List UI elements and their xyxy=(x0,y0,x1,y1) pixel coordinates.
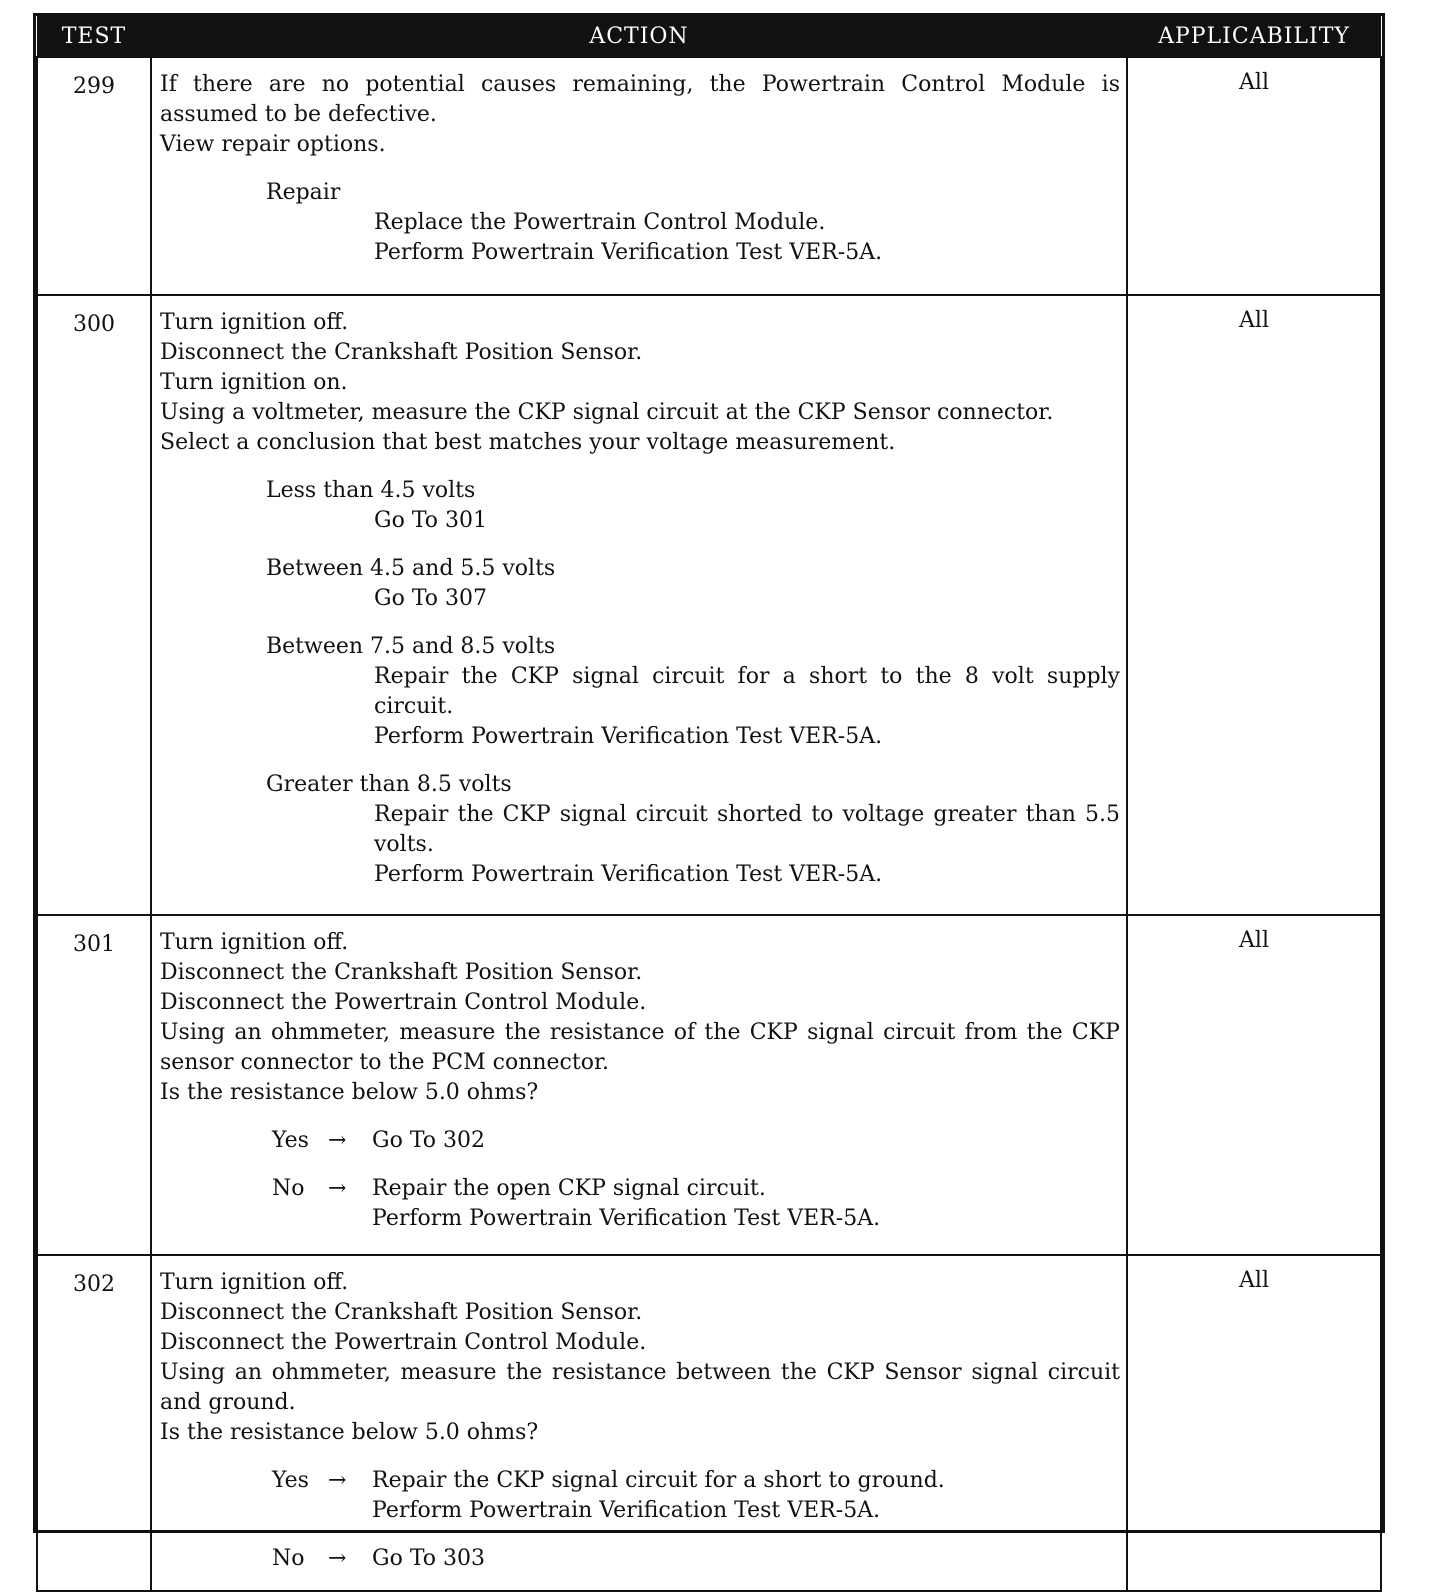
header-test: TEST xyxy=(37,16,151,57)
option-label: Between 7.5 and 8.5 volts xyxy=(266,634,556,659)
test-number: 302 xyxy=(37,1255,151,1591)
option-body-line: Go To 307 xyxy=(374,586,488,611)
option-body-line: Repair the CKP signal circuit shorted to voltage greater than 5.5 volts. xyxy=(374,802,1120,857)
option-body-line: Repair the CKP signal circuit for a short to the 8 volt supply circuit. xyxy=(374,664,1120,719)
answer-body-line: Repair the open CKP signal circuit. xyxy=(372,1176,766,1201)
action-line: Using an ohmmeter, measure the resistance of the CKP signal circuit from the CKP sensor connector to the PCM connector. xyxy=(160,1020,1120,1075)
action-intro xyxy=(160,928,1120,1108)
applicability-cell: All xyxy=(1127,1255,1381,1591)
answer-yes xyxy=(160,1126,1120,1156)
option-body-line: Replace the Powertrain Control Module. xyxy=(374,210,826,235)
action-line: Disconnect the Crankshaft Position Sensor. xyxy=(160,340,643,365)
answer-body-line: Perform Powertrain Verification Test VER-5A. xyxy=(372,1206,881,1231)
test-number: 301 xyxy=(37,915,151,1255)
action-line: If there are no potential causes remaining, the Powertrain Control Module is assumed to be defective. xyxy=(160,72,1120,127)
option-block xyxy=(160,554,1120,614)
action-line: Disconnect the Powertrain Control Module. xyxy=(160,990,647,1015)
diagnostic-table xyxy=(36,16,1382,1592)
answer-no xyxy=(160,1174,1120,1234)
option-block xyxy=(160,632,1120,752)
answer-body xyxy=(372,1544,1120,1574)
option-body-line: Perform Powertrain Verification Test VER-5A. xyxy=(374,240,883,265)
action-line: Disconnect the Crankshaft Position Sensor. xyxy=(160,960,643,985)
answer-body xyxy=(372,1126,1120,1156)
option-label: Repair xyxy=(266,180,341,205)
header-applicability: APPLICABILITY xyxy=(1127,16,1381,57)
option-block xyxy=(160,770,1120,890)
action-cell xyxy=(151,915,1127,1255)
action-intro xyxy=(160,70,1120,160)
action-line: Using a voltmeter, measure the CKP signal circuit at the CKP Sensor connector. xyxy=(160,400,1054,425)
action-line: Turn ignition off. xyxy=(160,930,349,955)
arrow-icon: → xyxy=(328,1468,347,1493)
option-body-line: Perform Powertrain Verification Test VER-5A. xyxy=(374,862,883,887)
action-intro xyxy=(160,1268,1120,1448)
answer-label: No xyxy=(272,1176,305,1201)
option-body-line: Go To 301 xyxy=(374,508,488,533)
answer-label: No xyxy=(272,1546,305,1571)
option-label: Greater than 8.5 volts xyxy=(266,772,512,797)
action-cell xyxy=(151,295,1127,915)
applicability-cell: All xyxy=(1127,57,1381,295)
table-header-row xyxy=(37,16,1381,57)
diagnostic-table-sheet xyxy=(33,13,1385,1571)
answer-body-line: Perform Powertrain Verification Test VER-5A. xyxy=(372,1498,881,1523)
action-line: Disconnect the Powertrain Control Module. xyxy=(160,1330,647,1355)
answer-no xyxy=(160,1544,1120,1574)
action-line: Using an ohmmeter, measure the resistance between the CKP Sensor signal circuit and ground. xyxy=(160,1360,1120,1415)
answer-label: Yes xyxy=(272,1468,309,1493)
answer-body-line: Repair the CKP signal circuit for a short to ground. xyxy=(372,1468,945,1493)
option-body-line: Perform Powertrain Verification Test VER-5A. xyxy=(374,724,883,749)
answer-body xyxy=(372,1174,1120,1234)
action-intro xyxy=(160,308,1120,458)
table-row-test-301 xyxy=(37,915,1381,1255)
action-cell xyxy=(151,1255,1127,1591)
test-number: 300 xyxy=(37,295,151,915)
table-row-test-302 xyxy=(37,1255,1381,1591)
action-line: Turn ignition off. xyxy=(160,1270,349,1295)
action-line: Turn ignition off. xyxy=(160,310,349,335)
arrow-icon: → xyxy=(328,1546,347,1571)
table-row-test-299 xyxy=(37,57,1381,295)
option-block xyxy=(160,476,1120,536)
applicability-cell: All xyxy=(1127,295,1381,915)
arrow-icon: → xyxy=(328,1128,347,1153)
option-block xyxy=(160,178,1120,268)
action-line: View repair options. xyxy=(160,132,386,157)
action-line: Disconnect the Crankshaft Position Sensor. xyxy=(160,1300,643,1325)
option-label: Less than 4.5 volts xyxy=(266,478,476,503)
action-line: Is the resistance below 5.0 ohms? xyxy=(160,1420,539,1445)
answer-body-line: Go To 302 xyxy=(372,1128,486,1153)
answer-body-line: Go To 303 xyxy=(372,1546,486,1571)
action-cell xyxy=(151,57,1127,295)
header-action: ACTION xyxy=(151,16,1127,57)
test-number: 299 xyxy=(37,57,151,295)
answer-yes xyxy=(160,1466,1120,1526)
action-line: Is the resistance below 5.0 ohms? xyxy=(160,1080,539,1105)
action-line: Select a conclusion that best matches your voltage measurement. xyxy=(160,430,896,455)
answer-body xyxy=(372,1466,1120,1526)
option-label: Between 4.5 and 5.5 volts xyxy=(266,556,556,581)
arrow-icon: → xyxy=(328,1176,347,1201)
action-line: Turn ignition on. xyxy=(160,370,348,395)
answer-label: Yes xyxy=(272,1128,309,1153)
applicability-cell: All xyxy=(1127,915,1381,1255)
table-row-test-300 xyxy=(37,295,1381,915)
